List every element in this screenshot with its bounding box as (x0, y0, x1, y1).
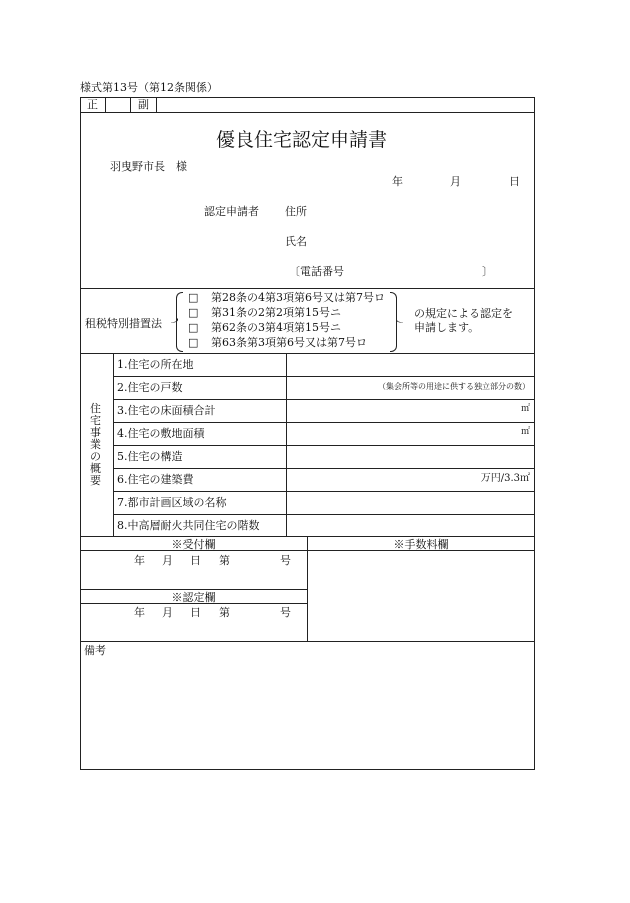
reception-year: 年 (134, 554, 145, 567)
sei-label: 正 (87, 98, 98, 111)
checkbox-icon[interactable]: □ (188, 336, 199, 349)
name-label: 氏名 (285, 235, 307, 248)
outline-row-label: 3.住宅の床面積合計 (117, 404, 216, 417)
reception-dai: 第 (219, 554, 230, 567)
divider (113, 468, 535, 469)
outline-row-label: 6.住宅の建築費 (117, 473, 194, 486)
side-char: 事 (90, 426, 101, 439)
divider (130, 97, 131, 112)
phone-close: 〕 (482, 265, 493, 278)
remarks-label: 備考 (84, 644, 106, 657)
date-month: 月 (450, 175, 461, 188)
page-title: 優良住宅認定申請書 (216, 129, 388, 151)
certification-header: ※認定欄 (171, 591, 216, 604)
divider (156, 97, 157, 112)
side-char: 業 (90, 438, 101, 451)
divider (113, 399, 535, 400)
fuku-label: 副 (138, 98, 149, 111)
divider (80, 353, 535, 354)
apply-text-1: の規定による認定を (414, 307, 513, 320)
divider (80, 589, 307, 590)
right-brace (390, 292, 397, 352)
reception-month: 月 (162, 554, 173, 567)
certification-day: 日 (190, 606, 201, 619)
fee-header: ※手数料欄 (393, 538, 449, 551)
side-char: の (90, 450, 101, 463)
side-char: 要 (90, 474, 101, 487)
outline-row-value: 万円/3.3㎡ (480, 473, 530, 484)
side-char: 住 (90, 402, 101, 415)
certification-month: 月 (162, 606, 173, 619)
divider (113, 491, 535, 492)
divider (80, 112, 535, 113)
addressee: 羽曳野市長 様 (110, 160, 187, 173)
divider (113, 376, 535, 377)
apply-text-2: 申請します。 (414, 321, 480, 334)
outline-row-value: ㎡ (520, 427, 530, 437)
outline-row-label: 5.住宅の構造 (117, 450, 183, 463)
divider (307, 536, 308, 641)
tax-option-text: 第62条の3第4項第15号ニ (211, 321, 341, 334)
tax-option-text: 第31条の2第2項第15号ニ (211, 306, 341, 319)
divider (105, 97, 106, 112)
form-number: 様式第13号（第12条関係） (80, 81, 218, 94)
divider (80, 288, 535, 289)
side-char: 宅 (90, 414, 101, 427)
reception-go: 号 (280, 554, 291, 567)
outline-row-value: （集会所等の用途に供する独立部分の数） (378, 382, 530, 391)
checkbox-icon[interactable]: □ (188, 291, 199, 304)
divider (113, 514, 535, 515)
left-brace (176, 292, 183, 352)
tax-option-text: 第63条第3項第6号又は第7号ロ (211, 336, 367, 349)
divider (113, 445, 535, 446)
outline-row-label: 7.都市計画区域の名称 (117, 496, 227, 509)
reception-day: 日 (190, 554, 201, 567)
phone-label: 〔電話番号 (289, 265, 344, 278)
side-char: 概 (90, 462, 101, 475)
certification-dai: 第 (219, 606, 230, 619)
divider (80, 641, 535, 642)
outline-row-value: ㎡ (520, 404, 530, 414)
outline-row-label: 4.住宅の敷地面積 (117, 427, 205, 440)
address-label: 住所 (285, 205, 307, 218)
divider (113, 422, 535, 423)
reception-header: ※受付欄 (171, 538, 216, 551)
date-year: 年 (392, 175, 403, 188)
certification-year: 年 (134, 606, 145, 619)
checkbox-icon[interactable]: □ (188, 321, 199, 334)
applicant-label: 認定申請者 (204, 205, 259, 218)
outline-row-label: 1.住宅の所在地 (117, 358, 194, 371)
checkbox-icon[interactable]: □ (188, 306, 199, 319)
tax-law-label: 租税特別措置法 (85, 317, 162, 330)
outline-row-label: 8.中高層耐火共同住宅の階数 (117, 519, 260, 532)
tax-option-text: 第28条の4第3項第6号又は第7号ロ (211, 291, 385, 304)
certification-go: 号 (280, 606, 291, 619)
date-day: 日 (509, 175, 520, 188)
outline-row-label: 2.住宅の戸数 (117, 381, 183, 394)
